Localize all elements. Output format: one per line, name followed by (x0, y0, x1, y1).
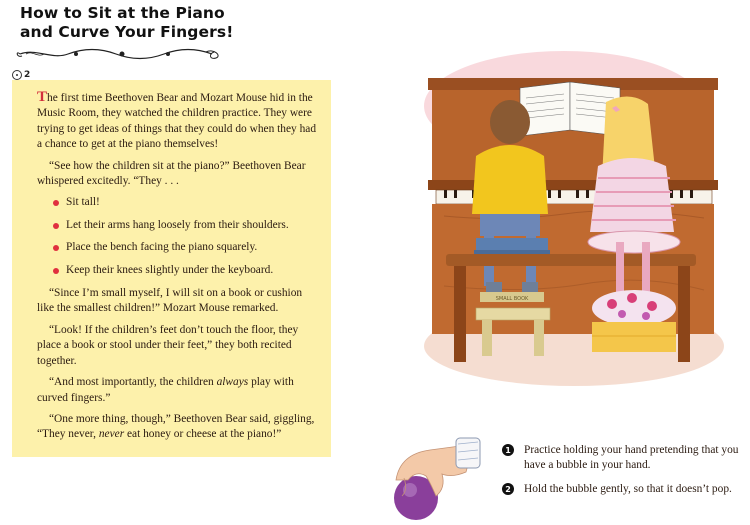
list-item: Let their arms hang loosely from their shoulders. (53, 218, 321, 233)
steps-list (502, 443, 742, 506)
title-line-2: and Curve Your Fingers! (20, 23, 234, 41)
list-item: Keep their knees slightly under the keyboard. (53, 263, 321, 278)
drop-cap: T (37, 89, 48, 105)
list-item: Sit tall! (53, 195, 321, 210)
emphasis-never: never (98, 428, 125, 441)
story-paragraph-6 (37, 412, 321, 443)
piano-fallboard (428, 180, 718, 190)
story-paragraph-4: “Look! If the children’s feet don’t touch the floor, they place a book or stool under their feet,” they both recited together. (37, 323, 299, 367)
piano-bench (446, 254, 696, 266)
story-paragraph-6-part: eat honey or cheese at the piano!” (124, 428, 282, 441)
hand-holding-bubble-illustration (386, 432, 486, 522)
audio-track-marker (12, 70, 30, 80)
story-paragraph-5-part: “And most importantly, the children (49, 376, 217, 389)
story-paragraph-1 (37, 90, 321, 153)
girl-cushion (588, 231, 680, 253)
title-line-1: How to Sit at the Piano (20, 4, 225, 22)
story-paragraph-5 (37, 375, 321, 406)
step-item (502, 443, 742, 473)
sitting-tips-list (37, 195, 321, 278)
story-paragraph-2: “See how the children sit at the piano?” Beethoven Bear whispered excitedly. “They . . . (37, 159, 306, 188)
page-title (20, 4, 233, 42)
flourish-ornament (16, 46, 228, 62)
children-at-piano-illustration (384, 46, 740, 392)
emphasis-always: always (216, 376, 249, 389)
step-text: Hold the bubble gently, so that it doesn’t pop. (524, 483, 732, 495)
step-text: Practice holding your hand pretending that you have a bubble in your hand. (524, 444, 739, 471)
step-number-badge: 1 (502, 444, 514, 456)
story-paragraph-5-part: play with curved fingers.” (37, 376, 294, 404)
foot-stool (476, 308, 550, 320)
cd-icon (12, 70, 22, 80)
step-number-badge: 2 (502, 483, 514, 495)
story-panel (12, 80, 331, 457)
story-paragraph-1-text: he first time Beethoven Bear and Mozart Mouse hid in the Music Room, they watched the children practice. They were trying to get ideas of things that they could do when they had a chance to get at the piano themselves! (37, 92, 317, 151)
story-paragraph-3: “Since I’m small myself, I will sit on a book or cushion like the smallest children!” Mozart Mouse remarked. (37, 287, 303, 315)
boy-book-stack (476, 238, 548, 250)
list-item: Place the bench facing the piano squarely. (53, 240, 321, 255)
small-book-label: SMALL BOOK (495, 296, 529, 302)
story-paragraph-6-part: “One more thing, though,” Beethoven Bear said, giggling, “They never, (37, 412, 315, 441)
track-number: 2 (24, 70, 31, 80)
step-item (502, 482, 742, 497)
